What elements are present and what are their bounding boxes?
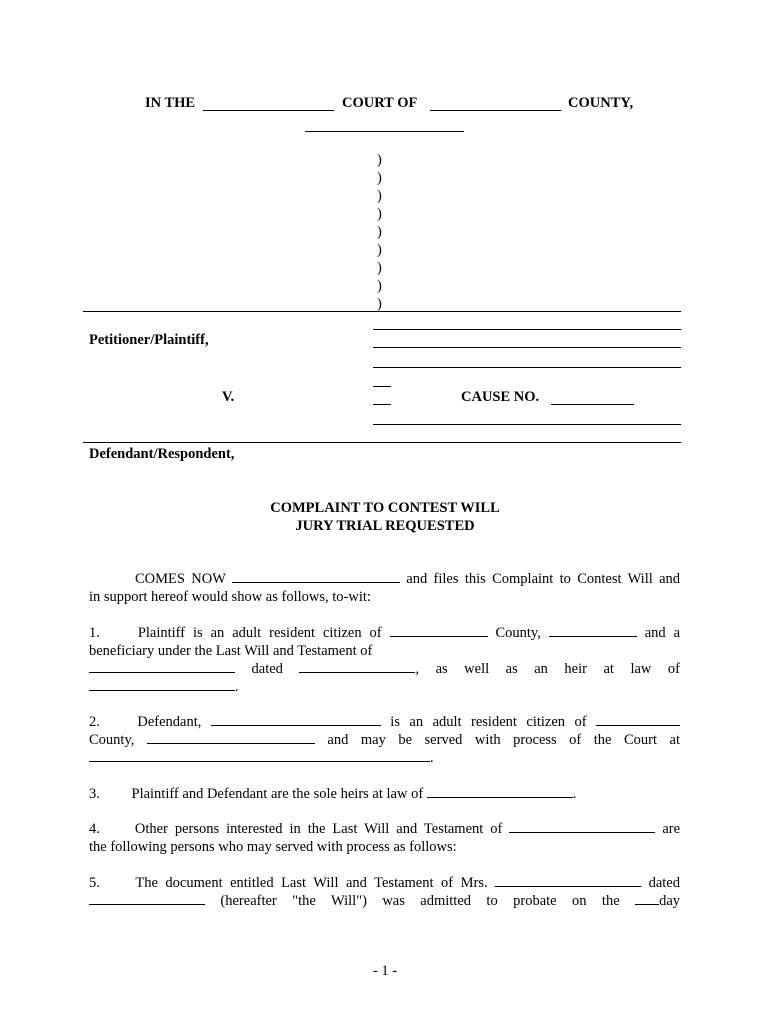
caption-short-line[interactable]	[373, 386, 391, 387]
county-name-blank[interactable]	[305, 131, 464, 132]
caption-court-of: COURT OF	[342, 95, 418, 111]
intro-line-2: in support hereof would show as follows, to-wit:	[89, 589, 371, 605]
paren: )	[377, 170, 382, 186]
paren: )	[377, 260, 382, 276]
will-date-blank[interactable]	[299, 671, 415, 673]
paragraph-2-line-2: County, and may be served with process of the Court at	[89, 732, 681, 748]
testator-name-blank[interactable]	[89, 671, 235, 673]
probate-day-blank[interactable]	[635, 903, 659, 905]
court-blank[interactable]	[203, 110, 334, 111]
caption-right-line[interactable]	[373, 329, 681, 330]
paren: )	[377, 224, 382, 240]
caption-in-the: IN THE	[145, 95, 196, 111]
defendant-residence-blank[interactable]	[596, 724, 680, 726]
defendant-address-blank[interactable]	[89, 760, 430, 762]
versus-label: V.	[222, 389, 235, 405]
paren: )	[377, 242, 382, 258]
paragraph-2-line-3: .	[89, 749, 680, 767]
caption-short-line[interactable]	[373, 404, 391, 405]
residence-county-blank[interactable]	[390, 635, 488, 637]
testatrix-name-blank[interactable]	[495, 885, 641, 887]
decedent-name-blank[interactable]	[89, 689, 235, 691]
paren: )	[377, 278, 382, 294]
paren: )	[377, 152, 382, 168]
paragraph-5-line-2: (hereafter "the Will") was admitted to probate on the day	[89, 892, 680, 910]
paragraph-1-line-2: beneficiary under the Last Will and Testament of	[89, 643, 373, 659]
state-blank[interactable]	[549, 635, 637, 637]
paragraph-4-line-2: the following persons who may served with process as follows:	[89, 839, 457, 855]
caption-right-line[interactable]	[373, 424, 681, 425]
paren: )	[377, 188, 382, 204]
interested-will-blank[interactable]	[509, 831, 655, 833]
caption-county: COUNTY,	[568, 95, 634, 111]
paren: )	[377, 296, 382, 312]
petitioner-name-line[interactable]	[83, 311, 681, 312]
document-title: COMPLAINT TO CONTEST WILL	[270, 500, 500, 516]
cause-number-blank[interactable]	[551, 404, 634, 405]
petitioner-label: Petitioner/Plaintiff,	[89, 332, 209, 348]
cause-number-label: CAUSE NO.	[461, 389, 540, 405]
paragraph-3: 3. Plaintiff and Defendant are the sole heirs at law of .	[89, 786, 577, 802]
document-date-blank[interactable]	[89, 903, 205, 905]
court-name-blank[interactable]	[430, 110, 561, 111]
intro-line-1: COMES NOW and files this Complaint to Contest Will and	[135, 571, 681, 587]
paragraph-1-line-3: dated , as well as an heir at law of	[89, 660, 680, 678]
plaintiff-name-blank[interactable]	[232, 581, 400, 583]
paragraph-2-line-1: 2. Defendant, is an adult resident citizen of	[89, 713, 680, 731]
heir-decedent-blank[interactable]	[427, 796, 573, 798]
defendant-label: Defendant/Respondent,	[89, 446, 235, 462]
defendant-county-blank[interactable]	[147, 742, 315, 744]
caption-right-line[interactable]	[373, 347, 681, 348]
paragraph-5-line-1: 5. The document entitled Last Will and Testament of Mrs. dated	[89, 875, 680, 891]
caption-right-line[interactable]	[373, 367, 681, 368]
paren: )	[377, 206, 382, 222]
page-number: - 1 -	[372, 963, 398, 979]
paragraph-1-line-4: .	[89, 678, 680, 696]
document-subtitle: JURY TRIAL REQUESTED	[295, 518, 475, 534]
paragraph-1-line-1: 1. Plaintiff is an adult resident citizen of County, and a	[89, 625, 681, 641]
defendant-name-line[interactable]	[83, 442, 681, 443]
paragraph-4-line-1: 4. Other persons interested in the Last Will and Testament of are	[89, 821, 681, 837]
defendant-name-blank[interactable]	[211, 724, 381, 726]
